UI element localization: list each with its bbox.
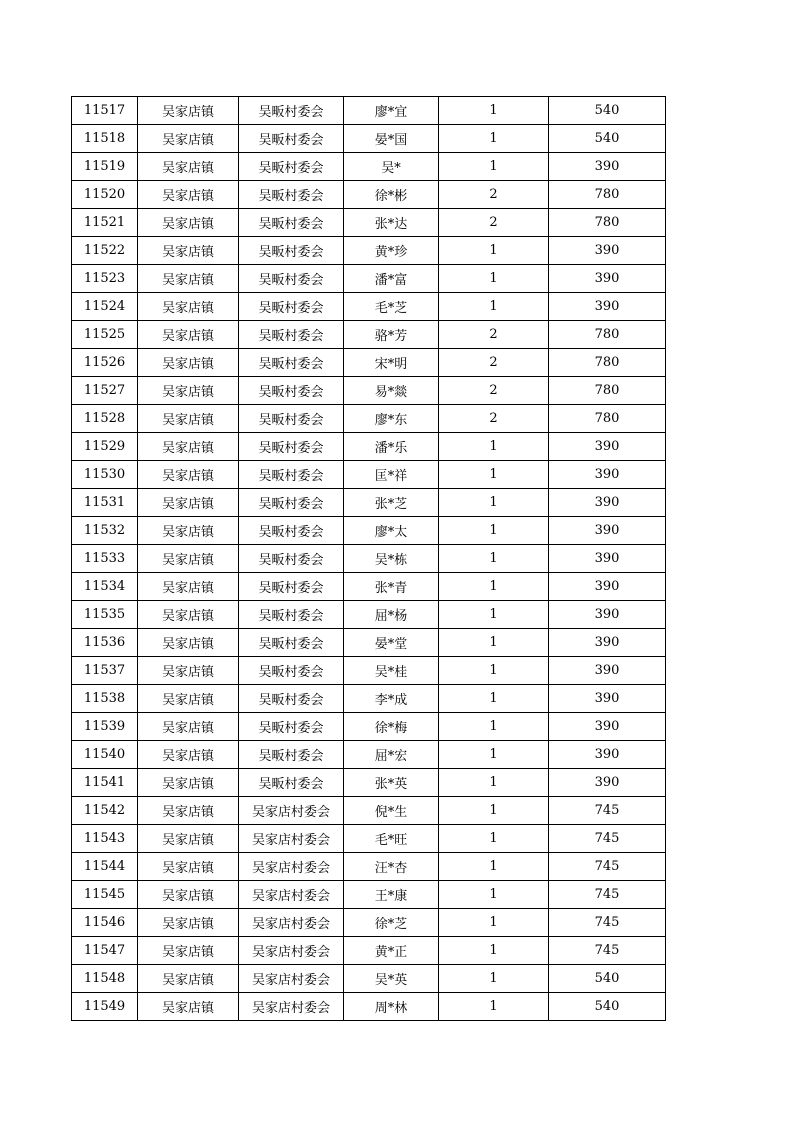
amount-cell: 390 <box>549 153 666 181</box>
count-cell: 2 <box>439 321 549 349</box>
serial-number-cell: 11541 <box>72 769 138 797</box>
name-cell: 屈*杨 <box>344 601 439 629</box>
table-row <box>72 349 666 377</box>
table-row <box>72 405 666 433</box>
count-cell: 1 <box>439 629 549 657</box>
town-cell: 吴家店镇 <box>138 601 239 629</box>
table-row <box>72 797 666 825</box>
name-cell: 潘*乐 <box>344 433 439 461</box>
count-cell: 1 <box>439 937 549 965</box>
table-row <box>72 937 666 965</box>
count-cell: 1 <box>439 153 549 181</box>
village-committee-cell: 吴畈村委会 <box>239 125 344 153</box>
name-cell: 吴* <box>344 153 439 181</box>
serial-number-cell: 11546 <box>72 909 138 937</box>
count-cell: 1 <box>439 293 549 321</box>
serial-number-cell: 11517 <box>72 97 138 125</box>
amount-cell: 745 <box>549 853 666 881</box>
village-committee-cell: 吴畈村委会 <box>239 321 344 349</box>
table-row <box>72 489 666 517</box>
village-committee-cell: 吴畈村委会 <box>239 489 344 517</box>
count-cell: 1 <box>439 489 549 517</box>
count-cell: 2 <box>439 377 549 405</box>
town-cell: 吴家店镇 <box>138 181 239 209</box>
town-cell: 吴家店镇 <box>138 545 239 573</box>
serial-number-cell: 11527 <box>72 377 138 405</box>
table-row <box>72 209 666 237</box>
count-cell: 1 <box>439 881 549 909</box>
town-cell: 吴家店镇 <box>138 993 239 1021</box>
amount-cell: 780 <box>549 349 666 377</box>
table-row <box>72 741 666 769</box>
village-committee-cell: 吴畈村委会 <box>239 713 344 741</box>
count-cell: 2 <box>439 209 549 237</box>
count-cell: 1 <box>439 125 549 153</box>
town-cell: 吴家店镇 <box>138 153 239 181</box>
table-row <box>72 601 666 629</box>
town-cell: 吴家店镇 <box>138 125 239 153</box>
table-row <box>72 881 666 909</box>
town-cell: 吴家店镇 <box>138 209 239 237</box>
count-cell: 2 <box>439 405 549 433</box>
name-cell: 易*燚 <box>344 377 439 405</box>
name-cell: 李*成 <box>344 685 439 713</box>
table-row <box>72 181 666 209</box>
count-cell: 1 <box>439 993 549 1021</box>
name-cell: 廖*东 <box>344 405 439 433</box>
town-cell: 吴家店镇 <box>138 825 239 853</box>
amount-cell: 390 <box>549 685 666 713</box>
name-cell: 吴*桂 <box>344 657 439 685</box>
town-cell: 吴家店镇 <box>138 881 239 909</box>
serial-number-cell: 11520 <box>72 181 138 209</box>
serial-number-cell: 11521 <box>72 209 138 237</box>
village-committee-cell: 吴畈村委会 <box>239 769 344 797</box>
count-cell: 1 <box>439 685 549 713</box>
name-cell: 吴*英 <box>344 965 439 993</box>
amount-cell: 745 <box>549 881 666 909</box>
serial-number-cell: 11534 <box>72 573 138 601</box>
name-cell: 宋*明 <box>344 349 439 377</box>
count-cell: 1 <box>439 741 549 769</box>
amount-cell: 390 <box>549 629 666 657</box>
name-cell: 徐*梅 <box>344 713 439 741</box>
table-row <box>72 769 666 797</box>
village-committee-cell: 吴家店村委会 <box>239 881 344 909</box>
count-cell: 1 <box>439 797 549 825</box>
village-committee-cell: 吴畈村委会 <box>239 433 344 461</box>
name-cell: 汪*杏 <box>344 853 439 881</box>
village-committee-cell: 吴家店村委会 <box>239 965 344 993</box>
name-cell: 匡*祥 <box>344 461 439 489</box>
village-committee-cell: 吴家店村委会 <box>239 825 344 853</box>
table-row <box>72 629 666 657</box>
town-cell: 吴家店镇 <box>138 713 239 741</box>
village-committee-cell: 吴畈村委会 <box>239 349 344 377</box>
name-cell: 徐*芝 <box>344 909 439 937</box>
count-cell: 1 <box>439 97 549 125</box>
serial-number-cell: 11523 <box>72 265 138 293</box>
village-committee-cell: 吴畈村委会 <box>239 209 344 237</box>
town-cell: 吴家店镇 <box>138 349 239 377</box>
amount-cell: 390 <box>549 461 666 489</box>
town-cell: 吴家店镇 <box>138 909 239 937</box>
village-committee-cell: 吴家店村委会 <box>239 853 344 881</box>
amount-cell: 390 <box>549 769 666 797</box>
village-committee-cell: 吴畈村委会 <box>239 741 344 769</box>
town-cell: 吴家店镇 <box>138 573 239 601</box>
amount-cell: 390 <box>549 545 666 573</box>
village-committee-cell: 吴畈村委会 <box>239 573 344 601</box>
serial-number-cell: 11540 <box>72 741 138 769</box>
name-cell: 张*青 <box>344 573 439 601</box>
name-cell: 潘*富 <box>344 265 439 293</box>
town-cell: 吴家店镇 <box>138 797 239 825</box>
name-cell: 晏*堂 <box>344 629 439 657</box>
amount-cell: 390 <box>549 741 666 769</box>
table-row <box>72 153 666 181</box>
village-committee-cell: 吴畈村委会 <box>239 265 344 293</box>
table-row <box>72 321 666 349</box>
town-cell: 吴家店镇 <box>138 405 239 433</box>
count-cell: 1 <box>439 713 549 741</box>
serial-number-cell: 11538 <box>72 685 138 713</box>
serial-number-cell: 11524 <box>72 293 138 321</box>
amount-cell: 540 <box>549 97 666 125</box>
count-cell: 1 <box>439 909 549 937</box>
name-cell: 黄*珍 <box>344 237 439 265</box>
town-cell: 吴家店镇 <box>138 265 239 293</box>
count-cell: 1 <box>439 825 549 853</box>
table-row <box>72 573 666 601</box>
table-row <box>72 853 666 881</box>
town-cell: 吴家店镇 <box>138 853 239 881</box>
table-row <box>72 125 666 153</box>
amount-cell: 540 <box>549 125 666 153</box>
amount-cell: 540 <box>549 993 666 1021</box>
table-row <box>72 377 666 405</box>
serial-number-cell: 11543 <box>72 825 138 853</box>
serial-number-cell: 11542 <box>72 797 138 825</box>
count-cell: 1 <box>439 265 549 293</box>
name-cell: 廖*宜 <box>344 97 439 125</box>
town-cell: 吴家店镇 <box>138 769 239 797</box>
village-committee-cell: 吴畈村委会 <box>239 517 344 545</box>
amount-cell: 780 <box>549 209 666 237</box>
village-committee-cell: 吴畈村委会 <box>239 545 344 573</box>
name-cell: 徐*彬 <box>344 181 439 209</box>
amount-cell: 780 <box>549 377 666 405</box>
town-cell: 吴家店镇 <box>138 489 239 517</box>
village-committee-cell: 吴畈村委会 <box>239 685 344 713</box>
serial-number-cell: 11526 <box>72 349 138 377</box>
table-row <box>72 965 666 993</box>
table-row <box>72 265 666 293</box>
table-row <box>72 97 666 125</box>
name-cell: 周*林 <box>344 993 439 1021</box>
serial-number-cell: 11533 <box>72 545 138 573</box>
name-cell: 张*芝 <box>344 489 439 517</box>
amount-cell: 745 <box>549 825 666 853</box>
serial-number-cell: 11519 <box>72 153 138 181</box>
data-table <box>71 96 666 1021</box>
town-cell: 吴家店镇 <box>138 461 239 489</box>
village-committee-cell: 吴畈村委会 <box>239 461 344 489</box>
count-cell: 1 <box>439 601 549 629</box>
name-cell: 晏*国 <box>344 125 439 153</box>
town-cell: 吴家店镇 <box>138 657 239 685</box>
table-row <box>72 237 666 265</box>
amount-cell: 390 <box>549 573 666 601</box>
table-row <box>72 909 666 937</box>
town-cell: 吴家店镇 <box>138 321 239 349</box>
count-cell: 2 <box>439 349 549 377</box>
town-cell: 吴家店镇 <box>138 965 239 993</box>
amount-cell: 540 <box>549 965 666 993</box>
name-cell: 黄*正 <box>344 937 439 965</box>
amount-cell: 390 <box>549 713 666 741</box>
table-row <box>72 657 666 685</box>
serial-number-cell: 11528 <box>72 405 138 433</box>
town-cell: 吴家店镇 <box>138 293 239 321</box>
village-committee-cell: 吴畈村委会 <box>239 153 344 181</box>
table-row <box>72 433 666 461</box>
table-row <box>72 461 666 489</box>
serial-number-cell: 11525 <box>72 321 138 349</box>
village-committee-cell: 吴畈村委会 <box>239 657 344 685</box>
serial-number-cell: 11530 <box>72 461 138 489</box>
serial-number-cell: 11537 <box>72 657 138 685</box>
amount-cell: 390 <box>549 517 666 545</box>
count-cell: 1 <box>439 769 549 797</box>
amount-cell: 780 <box>549 405 666 433</box>
serial-number-cell: 11518 <box>72 125 138 153</box>
amount-cell: 390 <box>549 293 666 321</box>
amount-cell: 390 <box>549 265 666 293</box>
serial-number-cell: 11536 <box>72 629 138 657</box>
name-cell: 张*达 <box>344 209 439 237</box>
count-cell: 2 <box>439 181 549 209</box>
serial-number-cell: 11544 <box>72 853 138 881</box>
amount-cell: 390 <box>549 237 666 265</box>
name-cell: 吴*栋 <box>344 545 439 573</box>
name-cell: 王*康 <box>344 881 439 909</box>
amount-cell: 390 <box>549 433 666 461</box>
amount-cell: 390 <box>549 657 666 685</box>
town-cell: 吴家店镇 <box>138 937 239 965</box>
table-row <box>72 517 666 545</box>
town-cell: 吴家店镇 <box>138 685 239 713</box>
village-committee-cell: 吴家店村委会 <box>239 797 344 825</box>
village-committee-cell: 吴畈村委会 <box>239 377 344 405</box>
count-cell: 1 <box>439 853 549 881</box>
serial-number-cell: 11535 <box>72 601 138 629</box>
town-cell: 吴家店镇 <box>138 237 239 265</box>
village-committee-cell: 吴家店村委会 <box>239 937 344 965</box>
amount-cell: 780 <box>549 321 666 349</box>
serial-number-cell: 11522 <box>72 237 138 265</box>
count-cell: 1 <box>439 965 549 993</box>
village-committee-cell: 吴畈村委会 <box>239 293 344 321</box>
serial-number-cell: 11547 <box>72 937 138 965</box>
table-row <box>72 713 666 741</box>
name-cell: 屈*宏 <box>344 741 439 769</box>
amount-cell: 780 <box>549 181 666 209</box>
count-cell: 1 <box>439 433 549 461</box>
serial-number-cell: 11532 <box>72 517 138 545</box>
village-committee-cell: 吴畈村委会 <box>239 629 344 657</box>
name-cell: 骆*芳 <box>344 321 439 349</box>
serial-number-cell: 11549 <box>72 993 138 1021</box>
serial-number-cell: 11545 <box>72 881 138 909</box>
table-row <box>72 825 666 853</box>
town-cell: 吴家店镇 <box>138 629 239 657</box>
village-committee-cell: 吴畈村委会 <box>239 601 344 629</box>
amount-cell: 745 <box>549 909 666 937</box>
town-cell: 吴家店镇 <box>138 377 239 405</box>
count-cell: 1 <box>439 657 549 685</box>
serial-number-cell: 11548 <box>72 965 138 993</box>
table-row <box>72 993 666 1021</box>
count-cell: 1 <box>439 237 549 265</box>
serial-number-cell: 11531 <box>72 489 138 517</box>
village-committee-cell: 吴畈村委会 <box>239 97 344 125</box>
count-cell: 1 <box>439 517 549 545</box>
village-committee-cell: 吴畈村委会 <box>239 181 344 209</box>
amount-cell: 745 <box>549 937 666 965</box>
table-row <box>72 293 666 321</box>
name-cell: 廖*太 <box>344 517 439 545</box>
name-cell: 毛*旺 <box>344 825 439 853</box>
name-cell: 毛*芝 <box>344 293 439 321</box>
town-cell: 吴家店镇 <box>138 741 239 769</box>
amount-cell: 390 <box>549 489 666 517</box>
table-body <box>72 97 666 1021</box>
village-committee-cell: 吴家店村委会 <box>239 909 344 937</box>
amount-cell: 390 <box>549 601 666 629</box>
table-row <box>72 685 666 713</box>
village-committee-cell: 吴畈村委会 <box>239 237 344 265</box>
serial-number-cell: 11529 <box>72 433 138 461</box>
town-cell: 吴家店镇 <box>138 433 239 461</box>
count-cell: 1 <box>439 461 549 489</box>
town-cell: 吴家店镇 <box>138 517 239 545</box>
count-cell: 1 <box>439 573 549 601</box>
town-cell: 吴家店镇 <box>138 97 239 125</box>
name-cell: 倪*生 <box>344 797 439 825</box>
amount-cell: 745 <box>549 797 666 825</box>
village-committee-cell: 吴家店村委会 <box>239 993 344 1021</box>
serial-number-cell: 11539 <box>72 713 138 741</box>
name-cell: 张*英 <box>344 769 439 797</box>
table-row <box>72 545 666 573</box>
count-cell: 1 <box>439 545 549 573</box>
village-committee-cell: 吴畈村委会 <box>239 405 344 433</box>
